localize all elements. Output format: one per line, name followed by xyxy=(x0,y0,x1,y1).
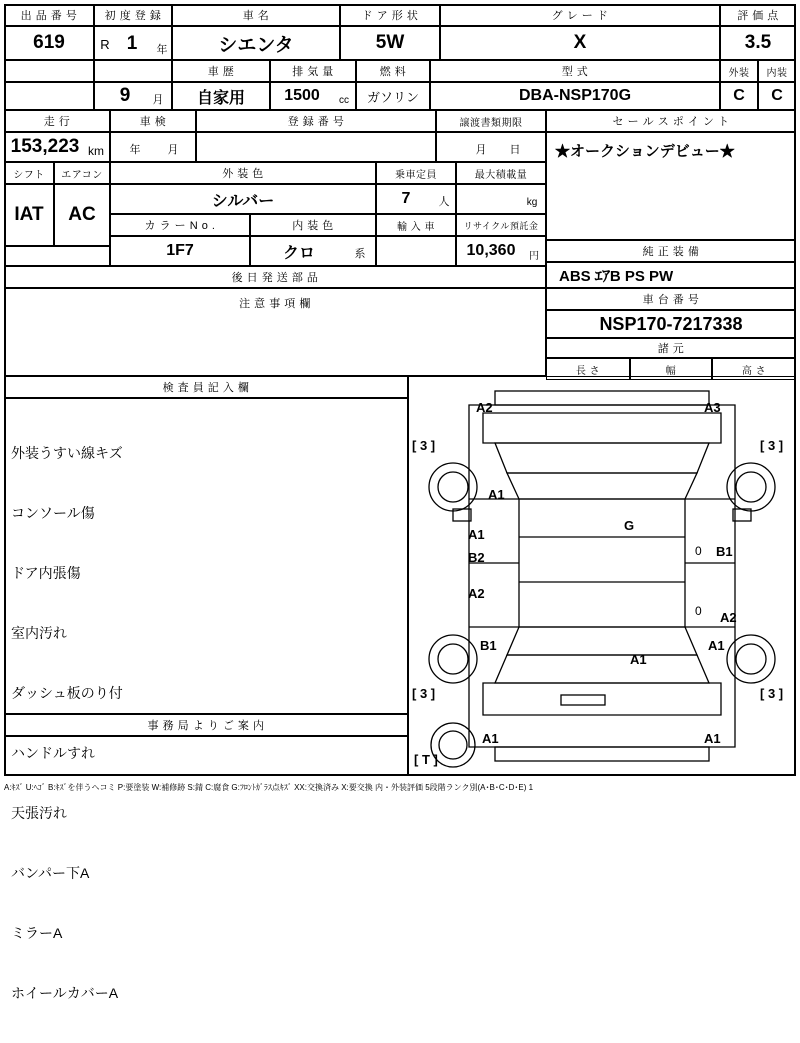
origin-label: 諸 元 xyxy=(546,338,796,358)
car-name-label: 車 名 xyxy=(172,4,340,26)
grade-value: X xyxy=(440,26,720,60)
mileage-label: 走 行 xyxy=(4,110,110,132)
damage-mark: A2 xyxy=(720,610,737,625)
transfer-label: 譲渡書類期限 xyxy=(436,110,546,132)
inspection-year-unit: 年 xyxy=(129,144,141,156)
damage-mark-zero: 0 xyxy=(695,544,702,558)
lot-no-extra-cell xyxy=(4,60,94,82)
displacement-label: 排 気 量 xyxy=(270,60,356,82)
sales-point-value: ★オークションデビュー★ xyxy=(555,142,735,160)
first-reg-label: 初 度 登 録 xyxy=(94,4,172,26)
interior-grade-value: C xyxy=(758,82,796,110)
exterior-grade-value: C xyxy=(720,82,758,110)
max-load-label: 最大積載量 xyxy=(456,162,546,184)
damage-mark: A1 xyxy=(482,731,499,746)
damage-mark: A2 xyxy=(476,400,493,415)
list-item: 外装うすい線キズ xyxy=(11,445,123,461)
list-item: ミラーA xyxy=(11,925,63,941)
grade-label: グ レ ー ド xyxy=(440,4,720,26)
int-color-label: 内 装 色 xyxy=(250,214,376,236)
car-outline-svg xyxy=(409,377,795,775)
chassis-no-value: NSP170-7217338 xyxy=(546,310,796,338)
shift-aircon-filler xyxy=(4,246,110,266)
office-notice-label: 事 務 局 よ り ご 案 内 xyxy=(4,714,408,736)
damage-mark-zero: 0 xyxy=(695,604,702,618)
height-label: 高 さ xyxy=(712,358,796,380)
score-value: 3.5 xyxy=(720,26,796,60)
import-label: 輸 入 車 xyxy=(376,214,456,236)
lot-no-value: 619 xyxy=(4,26,94,60)
list-item: ドア内張傷 xyxy=(11,565,81,581)
displacement-cell xyxy=(270,82,356,110)
seats-label: 乗車定員 xyxy=(376,162,456,184)
damage-mark: B1 xyxy=(480,638,497,653)
car-name-value: シエンタ xyxy=(172,26,340,60)
import-value xyxy=(376,236,456,266)
damage-mark: [ 3 ] xyxy=(412,438,436,453)
damage-mark: B1 xyxy=(716,544,733,559)
damage-mark: G xyxy=(624,518,635,533)
max-load-cell xyxy=(456,184,546,214)
color-no-label: カ ラ ー N o . xyxy=(110,214,250,236)
aircon-label: エアコン xyxy=(54,162,110,184)
reg-no-value xyxy=(196,132,436,162)
displacement-unit: cc xyxy=(339,94,349,106)
first-reg-year-cell xyxy=(94,26,172,60)
damage-mark: A1 xyxy=(708,638,725,653)
seats-cell xyxy=(376,184,456,214)
max-load-value xyxy=(457,185,519,213)
mileage-unit: km xyxy=(88,144,104,158)
damage-mark: [ T ] xyxy=(414,752,438,767)
seats-value: 7 xyxy=(401,190,411,207)
legend-footnote: A:ｷｽﾞ U:ﾍｺﾞ B:ｷｽﾞを伴うヘコミ P:要塗装 W:補修跡 S:錆 C:腐食 G:ﾌﾛﾝﾄｶﾞﾗｽ点ｷｽﾞ XX:交換済み X:要交換 内・外装評価 5段階ランク別(A･B･C･D･E) 1 xyxy=(4,783,534,792)
color-no-value: 1F7 xyxy=(110,236,250,266)
max-load-unit: kg xyxy=(526,196,538,208)
recycle-cell xyxy=(456,236,546,266)
list-item: 室内汚れ xyxy=(11,625,67,641)
damage-mark: [ 3 ] xyxy=(760,686,784,701)
damage-mark: B2 xyxy=(468,550,485,565)
shift-label: シフト xyxy=(4,162,54,184)
damage-mark: A1 xyxy=(704,731,721,746)
fuel-value: ガソリン xyxy=(356,82,430,110)
damage-mark: A1 xyxy=(630,652,647,667)
door-label: ド ア 形 状 xyxy=(340,4,440,26)
history-label: 車 歴 xyxy=(172,60,270,82)
shift-value: IAT xyxy=(4,184,54,246)
list-item: ハンドルすれ xyxy=(11,745,95,761)
mileage-value: 153,223 xyxy=(10,136,80,157)
displacement-value: 1500 xyxy=(284,87,320,104)
transfer-month-unit: 月 xyxy=(475,144,487,156)
damage-mark: A1 xyxy=(488,487,505,502)
damage-mark: A2 xyxy=(468,586,485,601)
recycle-value: 10,360 xyxy=(466,242,516,259)
damage-mark: [ 3 ] xyxy=(760,438,784,453)
history-value: 自家用 xyxy=(172,82,270,110)
transfer-cell xyxy=(436,132,546,162)
door-value: 5W xyxy=(340,26,440,60)
recycle-unit: 円 xyxy=(529,250,539,262)
genuine-equip-box xyxy=(546,262,796,288)
genuine-equip-label: 純 正 装 備 xyxy=(546,240,796,262)
seats-unit: 人 xyxy=(438,196,450,208)
mileage-cell xyxy=(4,132,110,162)
lot-no-blank-cell xyxy=(4,82,94,110)
list-item: コンソール傷 xyxy=(11,505,95,521)
int-color-suffix: 系 xyxy=(354,248,366,260)
list-item: 天張汚れ xyxy=(11,805,67,821)
inspection-month-unit: 月 xyxy=(167,144,179,156)
score-label: 評 価 点 xyxy=(720,4,796,26)
reg-no-label: 登 録 番 号 xyxy=(196,110,436,132)
caution-box xyxy=(4,288,546,376)
list-item: バンパー下A xyxy=(11,865,90,881)
model-code-value: DBA-NSP170G xyxy=(430,82,720,110)
fuel-label: 燃 料 xyxy=(356,60,430,82)
interior-grade-label: 内装 xyxy=(758,60,796,82)
aircon-value: AC xyxy=(54,184,110,246)
car-damage-diagram xyxy=(408,376,796,776)
exterior-grade-label: 外装 xyxy=(720,60,758,82)
first-reg-year-unit: 年 xyxy=(156,44,168,56)
model-code-label: 型 式 xyxy=(430,60,720,82)
inspection-label: 車 検 xyxy=(110,110,196,132)
first-reg-month: 9 xyxy=(119,85,131,106)
ext-color-label: 外 装 色 xyxy=(110,162,376,184)
office-notice-box xyxy=(4,736,408,776)
first-reg-month-cell xyxy=(94,82,172,110)
int-color-cell xyxy=(250,236,376,266)
caution-label: 注 意 事 項 欄 xyxy=(239,298,311,310)
first-reg-month-top-cell xyxy=(94,60,172,82)
damage-mark: A1 xyxy=(468,527,485,542)
first-reg-month-unit: 月 xyxy=(152,94,164,106)
later-parts-label: 後 日 発 送 部 品 xyxy=(4,266,546,288)
width-label: 幅 xyxy=(630,358,712,380)
damage-mark: A3 xyxy=(704,400,721,415)
list-item: ホイールカバーA xyxy=(11,985,119,1001)
inspector-title: 検 査 員 記 入 欄 xyxy=(4,376,408,398)
int-color-value: クロ xyxy=(282,244,315,262)
first-reg-era: R xyxy=(100,36,110,52)
first-reg-year: 1 xyxy=(126,33,138,54)
sales-point-box xyxy=(546,132,796,240)
ext-color-value: シルバー xyxy=(110,184,376,214)
genuine-equip-value: ABS ｴｱB PS PW xyxy=(559,267,674,285)
inspection-cell xyxy=(110,132,196,162)
transfer-day-unit: 日 xyxy=(509,144,521,156)
recycle-label: リサイクル預託金 xyxy=(456,214,546,236)
list-item: ダッシュ板のり付 xyxy=(11,685,123,701)
sales-point-label: セ ー ル ス ポ イ ン ト xyxy=(546,110,796,132)
chassis-label: 車 台 番 号 xyxy=(546,288,796,310)
damage-mark: [ 3 ] xyxy=(412,686,436,701)
length-label: 長 さ xyxy=(546,358,630,380)
lot-no-label: 出 品 番 号 xyxy=(4,4,94,26)
